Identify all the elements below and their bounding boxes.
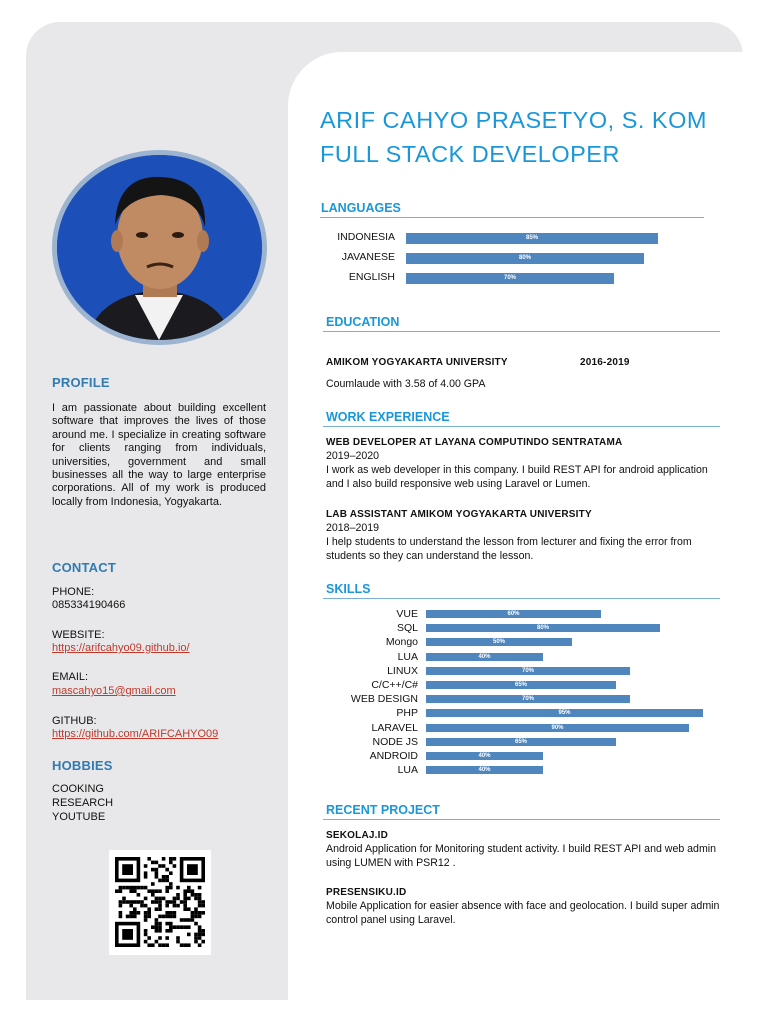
education-heading: EDUCATION — [326, 315, 400, 329]
email-label: EMAIL: — [52, 671, 89, 683]
contact-heading: CONTACT — [52, 560, 116, 575]
hobby-item: COOKING — [52, 783, 104, 795]
portrait-illustration — [57, 155, 262, 340]
hobby-item: YOUTUBE — [52, 811, 106, 823]
website-label: WEBSITE: — [52, 629, 105, 641]
skill-bar: 65% — [426, 681, 616, 689]
skill-label: LINUX — [387, 664, 418, 677]
skill-bar: 50% — [426, 638, 572, 646]
projects-divider — [323, 819, 720, 820]
email-link[interactable]: mascahyo15@gmail.com — [52, 685, 176, 697]
profile-text: I am passionate about building excellent software that improves the lives of those around me. I specialize in creating software for clients ranging from individuals, universities, government and small businesses all the way to large enterprise corporations. All of my work is produced locally from Indonesia, Yogyakarta. — [52, 402, 266, 508]
github-label: GITHUB: — [52, 715, 97, 727]
skill-bar: 80% — [426, 624, 660, 632]
project-description: Android Application for Monitoring student activity. I build REST API and web admin using LUMEN with PSR12 . — [326, 843, 717, 869]
language-bar: 85% — [406, 233, 658, 244]
skill-label: ANDROID — [369, 750, 418, 762]
job-period: 2019–2020 — [326, 450, 380, 462]
education-school: AMIKOM YOGYAKARTA UNIVERSITY — [326, 357, 508, 368]
skill-label: Mongo — [385, 636, 418, 649]
skill-label: C/C++/C# — [371, 679, 418, 691]
language-label: ENGLISH — [348, 271, 395, 283]
website-link[interactable]: https://arifcahyo09.github.io/ — [52, 642, 190, 654]
github-link[interactable]: https://github.com/ARIFCAHYO09 — [52, 728, 219, 740]
photo-portrait — [57, 155, 262, 340]
job-description: I work as web developer in this company. I build REST API for android application and I also build responsive web using Laravel or Lumen. — [326, 464, 708, 490]
education-years: 2016-2019 — [580, 357, 630, 368]
language-label: JAVANESE — [341, 251, 395, 263]
hobbies-heading: HOBBIES — [52, 758, 113, 773]
skill-label: LUA — [397, 650, 418, 663]
language-label: INDONESIA — [337, 231, 395, 243]
project-name: PRESENSIKU.ID — [326, 887, 407, 898]
qr-code[interactable] — [109, 850, 211, 955]
education-divider — [323, 331, 720, 332]
project-description: Mobile Application for easier absence with face and geolocation. I build super admin control panel using Laravel. — [326, 900, 720, 926]
job-period: 2018–2019 — [326, 522, 380, 534]
skill-label: LUA — [397, 764, 418, 777]
education-detail: Coumlaude with 3.58 of 4.00 GPA — [326, 378, 486, 390]
skill-bar: 40% — [426, 752, 543, 760]
skill-bar: 40% — [426, 653, 543, 661]
phone-value: 085334190466 — [52, 599, 126, 611]
language-bar: 70% — [406, 273, 614, 284]
skill-label: PHP — [396, 707, 418, 720]
skill-label: NODE JS — [372, 735, 418, 748]
work-heading: WORK EXPERIENCE — [326, 410, 450, 424]
job-role: FULL STACK DEVELOPER — [320, 141, 620, 167]
profile-heading: PROFILE — [52, 375, 110, 390]
hobby-item: RESEARCH — [52, 797, 114, 809]
qr-code-icon — [109, 850, 211, 955]
job-title: WEB DEVELOPER AT LAYANA COMPUTINDO SENTRATAMA — [326, 437, 623, 448]
languages-divider — [320, 217, 704, 218]
skill-label: VUE — [396, 608, 418, 620]
skill-bar: 90% — [426, 724, 689, 732]
skills-divider — [323, 598, 720, 599]
skill-label: WEB DESIGN — [350, 693, 418, 706]
languages-heading: LANGUAGES — [321, 201, 401, 215]
language-bar: 80% — [406, 253, 644, 264]
job-description: I help students to understand the lesson from lecturer and fixing the error from students so they can understand the lesson. — [326, 536, 692, 562]
person-name: ARIF CAHYO PRASETYO, S. KOM — [320, 107, 707, 133]
skill-bar: 70% — [426, 695, 630, 703]
skills-heading: SKILLS — [326, 582, 371, 596]
skill-bar: 65% — [426, 738, 616, 746]
project-name: SEKOLAJ.ID — [326, 830, 389, 841]
phone-label: PHONE: — [52, 586, 95, 598]
profile-photo — [52, 150, 267, 345]
skill-bar: 70% — [426, 667, 630, 675]
work-divider — [323, 426, 720, 427]
skill-label: LARAVEL — [371, 721, 418, 734]
skill-bar: 40% — [426, 766, 543, 774]
skill-bar: 60% — [426, 610, 601, 618]
skill-bar: 95% — [426, 709, 703, 717]
projects-heading: RECENT PROJECT — [326, 803, 440, 817]
job-title: LAB ASSISTANT AMIKOM YOGYAKARTA UNIVERSITY — [326, 509, 592, 520]
skill-label: SQL — [396, 622, 418, 635]
